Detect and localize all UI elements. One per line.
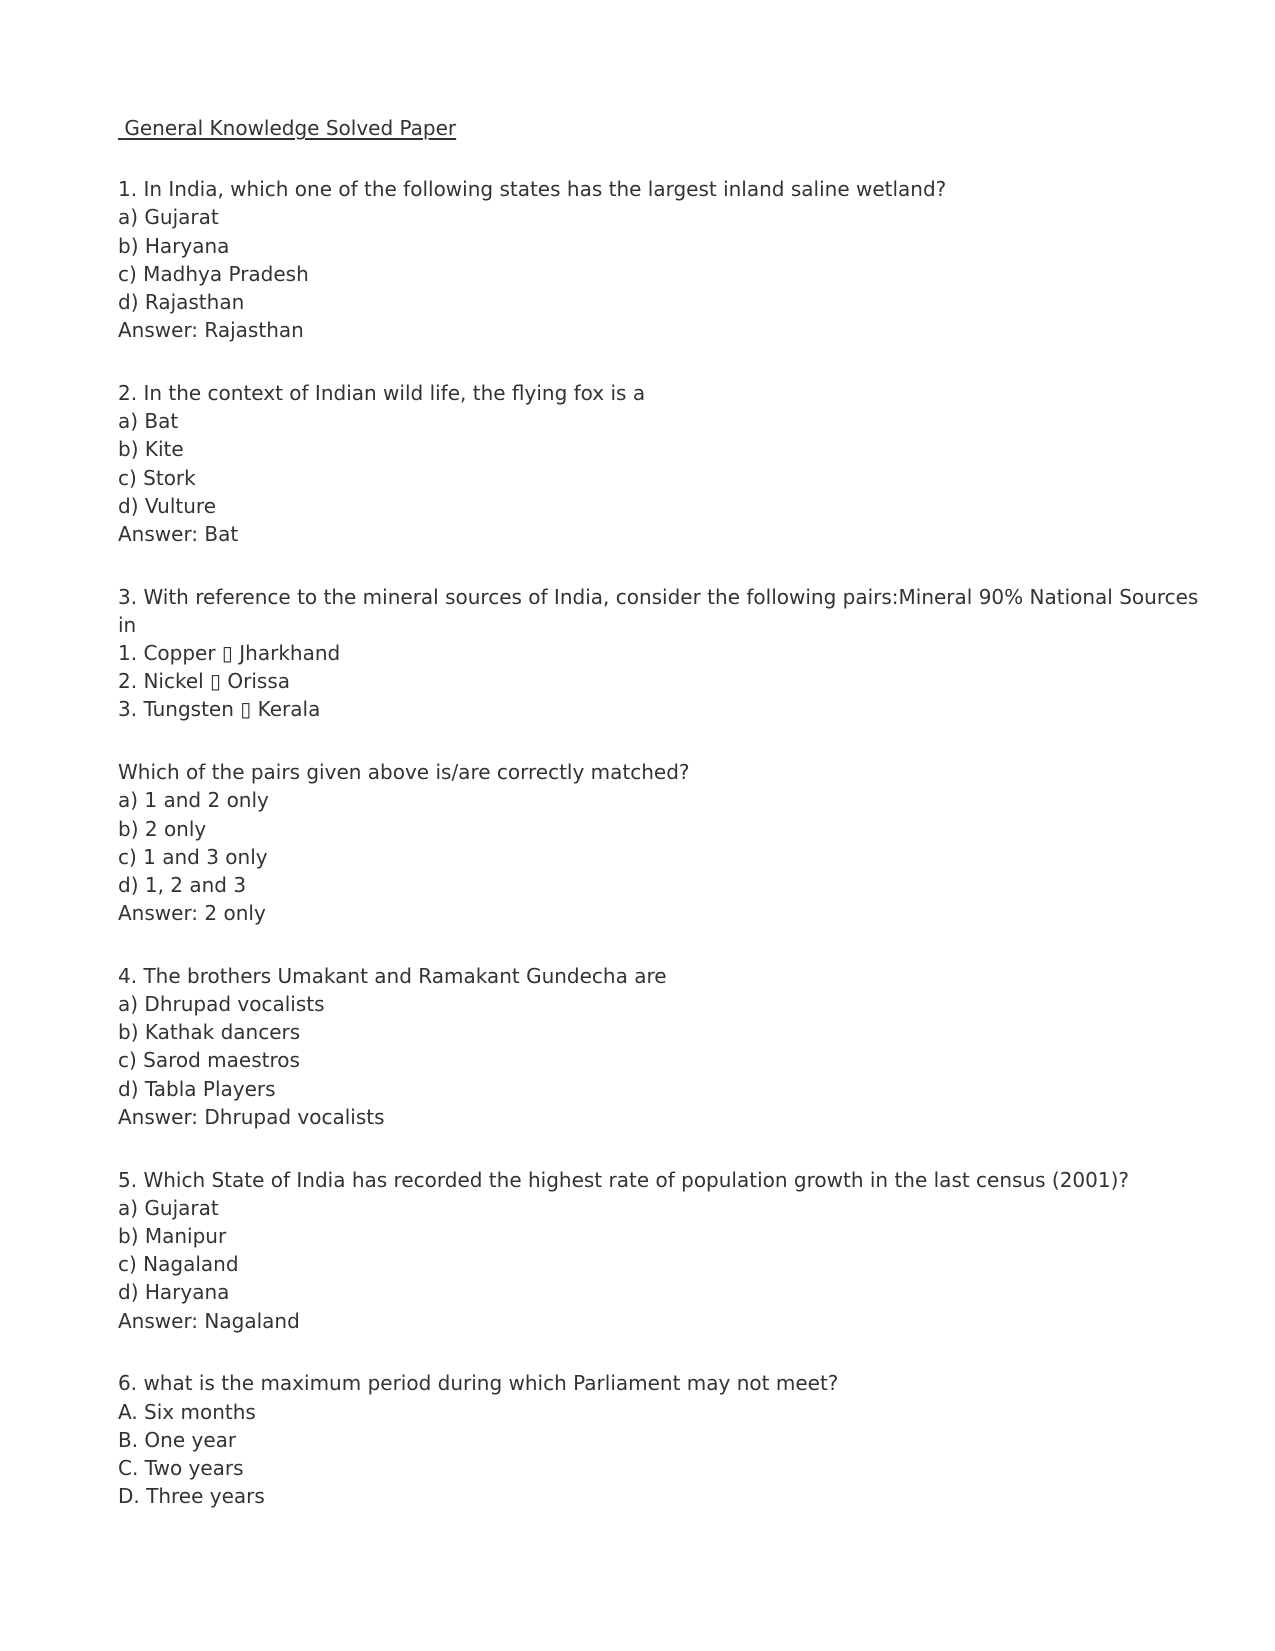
answer: Answer: Bat bbox=[118, 521, 239, 546]
option: a) Gujarat bbox=[118, 205, 219, 230]
option: a) 1 and 2 only bbox=[118, 788, 269, 813]
question-block-3 bbox=[118, 583, 1218, 724]
option: b) Haryana bbox=[118, 233, 230, 258]
option: d) Tabla Players bbox=[118, 1076, 276, 1101]
answer: Answer: Rajasthan bbox=[118, 318, 304, 343]
answer: Answer: Dhrupad vocalists bbox=[118, 1104, 385, 1129]
option: d) Haryana bbox=[118, 1280, 230, 1305]
pair-item: 1. Copper ▯ Jharkhand bbox=[118, 641, 341, 666]
option: b) Kite bbox=[118, 437, 184, 462]
answer: Answer: Nagaland bbox=[118, 1308, 300, 1333]
question-block-5 bbox=[118, 1166, 1218, 1335]
option: d) Vulture bbox=[118, 493, 217, 518]
question-text: 6. what is the maximum period during which Parliament may not meet? bbox=[118, 1371, 839, 1396]
option: c) Nagaland bbox=[118, 1252, 239, 1277]
question-text: 5. Which State of India has recorded the highest rate of population growth in the last census (2001)? bbox=[118, 1167, 1130, 1192]
option: A. Six months bbox=[118, 1399, 256, 1424]
option: a) Gujarat bbox=[118, 1195, 219, 1220]
option: C. Two years bbox=[118, 1455, 244, 1480]
pair-item: 3. Tungsten ▯ Kerala bbox=[118, 697, 321, 722]
document-page bbox=[118, 114, 1218, 1545]
subquestion-text: Which of the pairs given above is/are correctly matched? bbox=[118, 760, 690, 785]
option: c) Madhya Pradesh bbox=[118, 261, 309, 286]
option: c) Sarod maestros bbox=[118, 1048, 300, 1073]
question-text: 4. The brothers Umakant and Ramakant Gundecha are bbox=[118, 963, 667, 988]
option: c) 1 and 3 only bbox=[118, 844, 268, 869]
pair-item: 2. Nickel ▯ Orissa bbox=[118, 669, 291, 694]
question-text: 2. In the context of Indian wild life, the flying fox is a bbox=[118, 380, 646, 405]
question-block-3-continued bbox=[118, 758, 1218, 927]
option: d) 1, 2 and 3 bbox=[118, 872, 247, 897]
option: c) Stork bbox=[118, 465, 196, 490]
document-title: General Knowledge Solved Paper bbox=[118, 116, 457, 140]
option: b) Kathak dancers bbox=[118, 1020, 301, 1045]
question-block-6 bbox=[118, 1369, 1218, 1510]
answer: Answer: 2 only bbox=[118, 901, 266, 926]
question-block-4 bbox=[118, 962, 1218, 1131]
question-block-2 bbox=[118, 379, 1218, 548]
option: b) 2 only bbox=[118, 816, 207, 841]
question-text: 3. With reference to the mineral sources of India, consider the following pairs:Mineral 90% National Sources in bbox=[118, 584, 1205, 637]
question-block-1 bbox=[118, 175, 1218, 344]
option: D. Three years bbox=[118, 1484, 265, 1509]
option: a) Bat bbox=[118, 409, 179, 434]
question-text: 1. In India, which one of the following states has the largest inland saline wetland? bbox=[118, 177, 947, 202]
option: d) Rajasthan bbox=[118, 290, 245, 315]
option: b) Manipur bbox=[118, 1224, 227, 1248]
option: a) Dhrupad vocalists bbox=[118, 992, 325, 1017]
option: B. One year bbox=[118, 1427, 237, 1452]
